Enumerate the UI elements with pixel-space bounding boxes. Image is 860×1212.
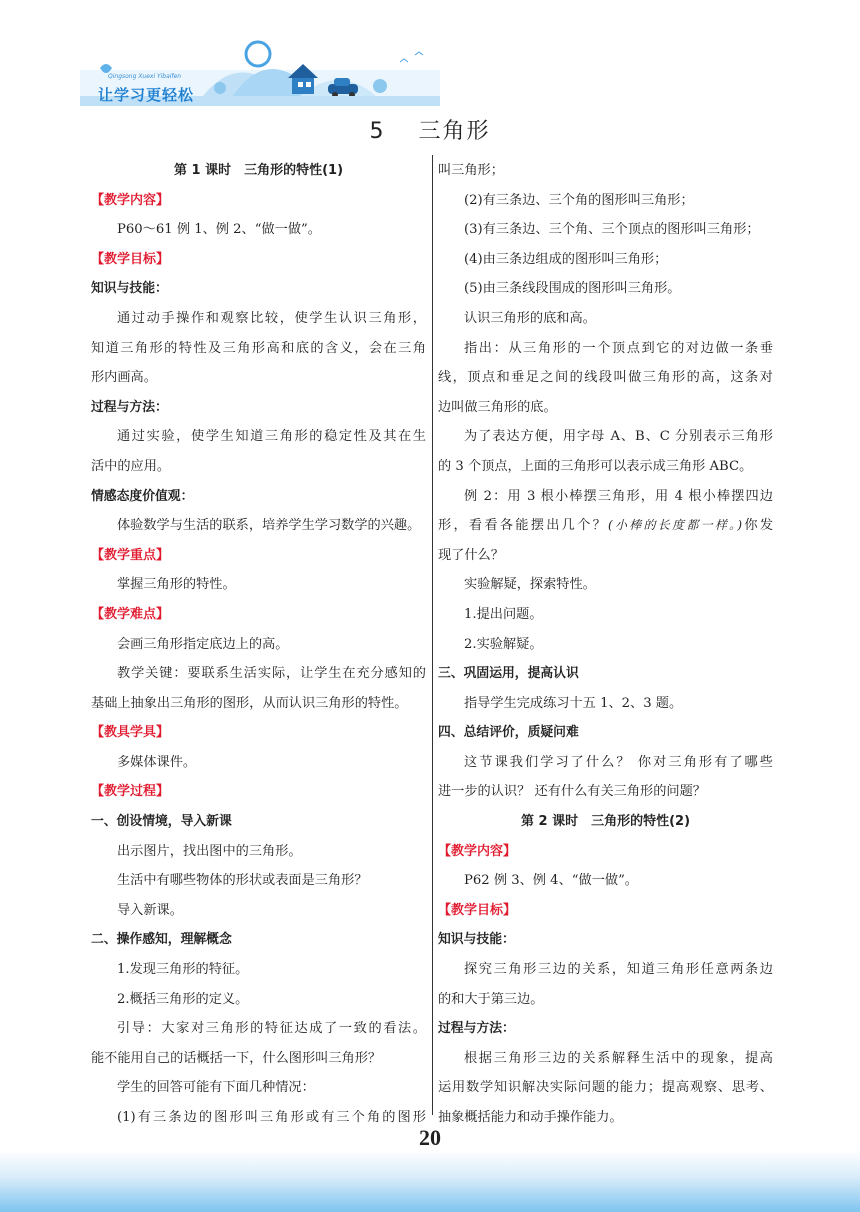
left-column [91, 156, 426, 1133]
text-line: 出示图片，找出图中的三角形。 [117, 843, 302, 859]
subheading: 三、巩固运用，提高认识 [438, 666, 579, 682]
text-line: 掌握三角形的特性。 [117, 577, 236, 593]
text-line: 引导：大家对三角形的特征达成了一致的看法。 [117, 1021, 426, 1037]
text-line: (4)由三条边组成的图形叫三角形； [464, 251, 668, 267]
text-line: P60～61 例 1、例 2、“做一做”。 [117, 222, 321, 238]
text-line: 教学关键：要联系生活实际，让学生在充分感知的 [117, 666, 426, 682]
text-line: 边叫做三角形的底。 [438, 399, 557, 415]
text-line: 通过动手操作和观察比较，使学生认识三角形， [117, 310, 426, 326]
text-line: 1.提出问题。 [464, 606, 543, 622]
section-tag: 【教学难点】 [91, 606, 170, 622]
chapter-title [0, 114, 860, 145]
text-line: 例 2：用 3 根小棒摆三角形，用 4 根小棒摆四边 [464, 488, 773, 504]
section-tag: 【教学过程】 [91, 784, 170, 800]
section-tag: 【教学目标】 [91, 251, 170, 267]
section-tag: 【教学目标】 [438, 902, 517, 918]
text-line: 现了什么？ [438, 547, 504, 563]
right-column [438, 156, 773, 1133]
subheading: 知识与技能： [438, 932, 515, 948]
text-line: 叫三角形； [438, 163, 504, 178]
text-line: (2)有三条边、三个角的图形叫三角形； [464, 192, 694, 208]
text-line: 会画三角形指定底边上的高。 [117, 636, 289, 652]
subheading: 过程与方法： [438, 1021, 515, 1037]
parenthetical-note: (小棒的长度都一样。) [608, 518, 743, 533]
lesson-heading: 第 2 课时 三角形的特性(2) [520, 814, 691, 830]
text-line: 为了表达方便，用字母 A、B、C 分别表示三角形 [464, 429, 773, 445]
text-line: P62 例 3、例 4、“做一做”。 [464, 873, 638, 889]
text-segment: 形，看看各能摆出几个？ [438, 518, 609, 534]
subheading: 知识与技能： [91, 281, 168, 297]
text-line [438, 511, 773, 541]
text-line: 多媒体课件。 [117, 754, 197, 770]
text-line: 基础上抽象出三角形的图形，从而认识三角形的特性。 [91, 695, 408, 711]
text-line: 这节课我们学习了什么？ 你对三角形有了哪些 [464, 754, 773, 770]
lesson-heading: 第 1 课时 三角形的特性(1) [173, 163, 344, 178]
section-tag: 【教学内容】 [91, 192, 170, 208]
text-line: 导入新课。 [117, 902, 183, 918]
text-line: 指导学生完成练习十五 1、2、3 题。 [464, 695, 683, 711]
text-line: 学生的回答可能有下面几种情况： [117, 1080, 315, 1096]
banner-pinyin: Qingsong Xuexi Yibaifen [108, 73, 182, 80]
text-line: 能不能用自己的话概括一下，什么图形叫三角形？ [91, 1050, 382, 1066]
text-line: (1)有三条边的图形叫三角形或有三个角的图形 [117, 1110, 426, 1125]
text-line: 抽象概括能力和动手操作能力。 [438, 1110, 623, 1125]
subheading: 情感态度价值观： [91, 488, 194, 504]
text-line: (5)由三条线段围成的图形叫三角形。 [464, 281, 681, 297]
text-segment: 你发 [742, 518, 773, 534]
text-line: 线，顶点和垂足之间的线段叫做三角形的高，这条对 [438, 370, 773, 386]
text-line: 的和大于第三边。 [438, 991, 544, 1007]
subheading: 四、总结评价，质疑问难 [438, 725, 579, 741]
text-line: 知道三角形的特性及三角形高和底的含义，会在三角 [91, 340, 426, 356]
text-line: 通过实验，使学生知道三角形的稳定性及其在生 [117, 429, 426, 445]
text-line: 探究三角形三边的关系，知道三角形任意两条边 [464, 962, 773, 978]
text-line: 根据三角形三边的关系解释生活中的现象，提高 [464, 1050, 773, 1066]
text-line: (3)有三条边、三个角、三个顶点的图形叫三角形； [464, 222, 760, 238]
text-line: 形内画高。 [91, 370, 157, 386]
text-line: 指出：从三角形的一个顶点到它的对边做一条垂 [464, 340, 773, 356]
text-line: 认识三角形的底和高。 [464, 310, 596, 326]
section-tag: 【教学重点】 [91, 547, 170, 563]
subheading: 二、操作感知，理解概念 [91, 932, 232, 948]
column-divider [432, 155, 433, 1115]
text-line: 1.发现三角形的特征。 [117, 962, 249, 978]
text-line: 进一步的认识？ 还有什么有关三角形的问题？ [438, 784, 706, 800]
text-line: 运用数学知识解决实际问题的能力；提高观察、思考、 [438, 1080, 773, 1096]
chapter-number: 5 [369, 119, 386, 144]
section-tag: 【教学内容】 [438, 843, 517, 859]
text-line: 活中的应用。 [91, 458, 171, 474]
text-line: 2.概括三角形的定义。 [117, 991, 249, 1007]
header-banner [80, 40, 440, 106]
page-number: 20 [419, 1125, 441, 1150]
text-line: 生活中有哪些物体的形状或表面是三角形？ [117, 873, 368, 889]
text-line: 的 3 个顶点，上面的三角形可以表示成三角形 ABC。 [438, 458, 753, 474]
section-tag: 【教具学具】 [91, 725, 170, 741]
footer-band [0, 1150, 860, 1212]
text-line: 体验数学与生活的联系，培养学生学习数学的兴趣。 [117, 518, 421, 534]
subheading: 过程与方法： [91, 399, 168, 415]
subheading: 一、创设情境，导入新课 [91, 814, 232, 830]
chapter-title-text: 三角形 [418, 119, 491, 144]
text-line: 2.实验解疑。 [464, 636, 543, 652]
text-line: 实验解疑，探索特性。 [464, 577, 596, 593]
banner-logo-text: 让学习更轻松 [98, 86, 195, 104]
